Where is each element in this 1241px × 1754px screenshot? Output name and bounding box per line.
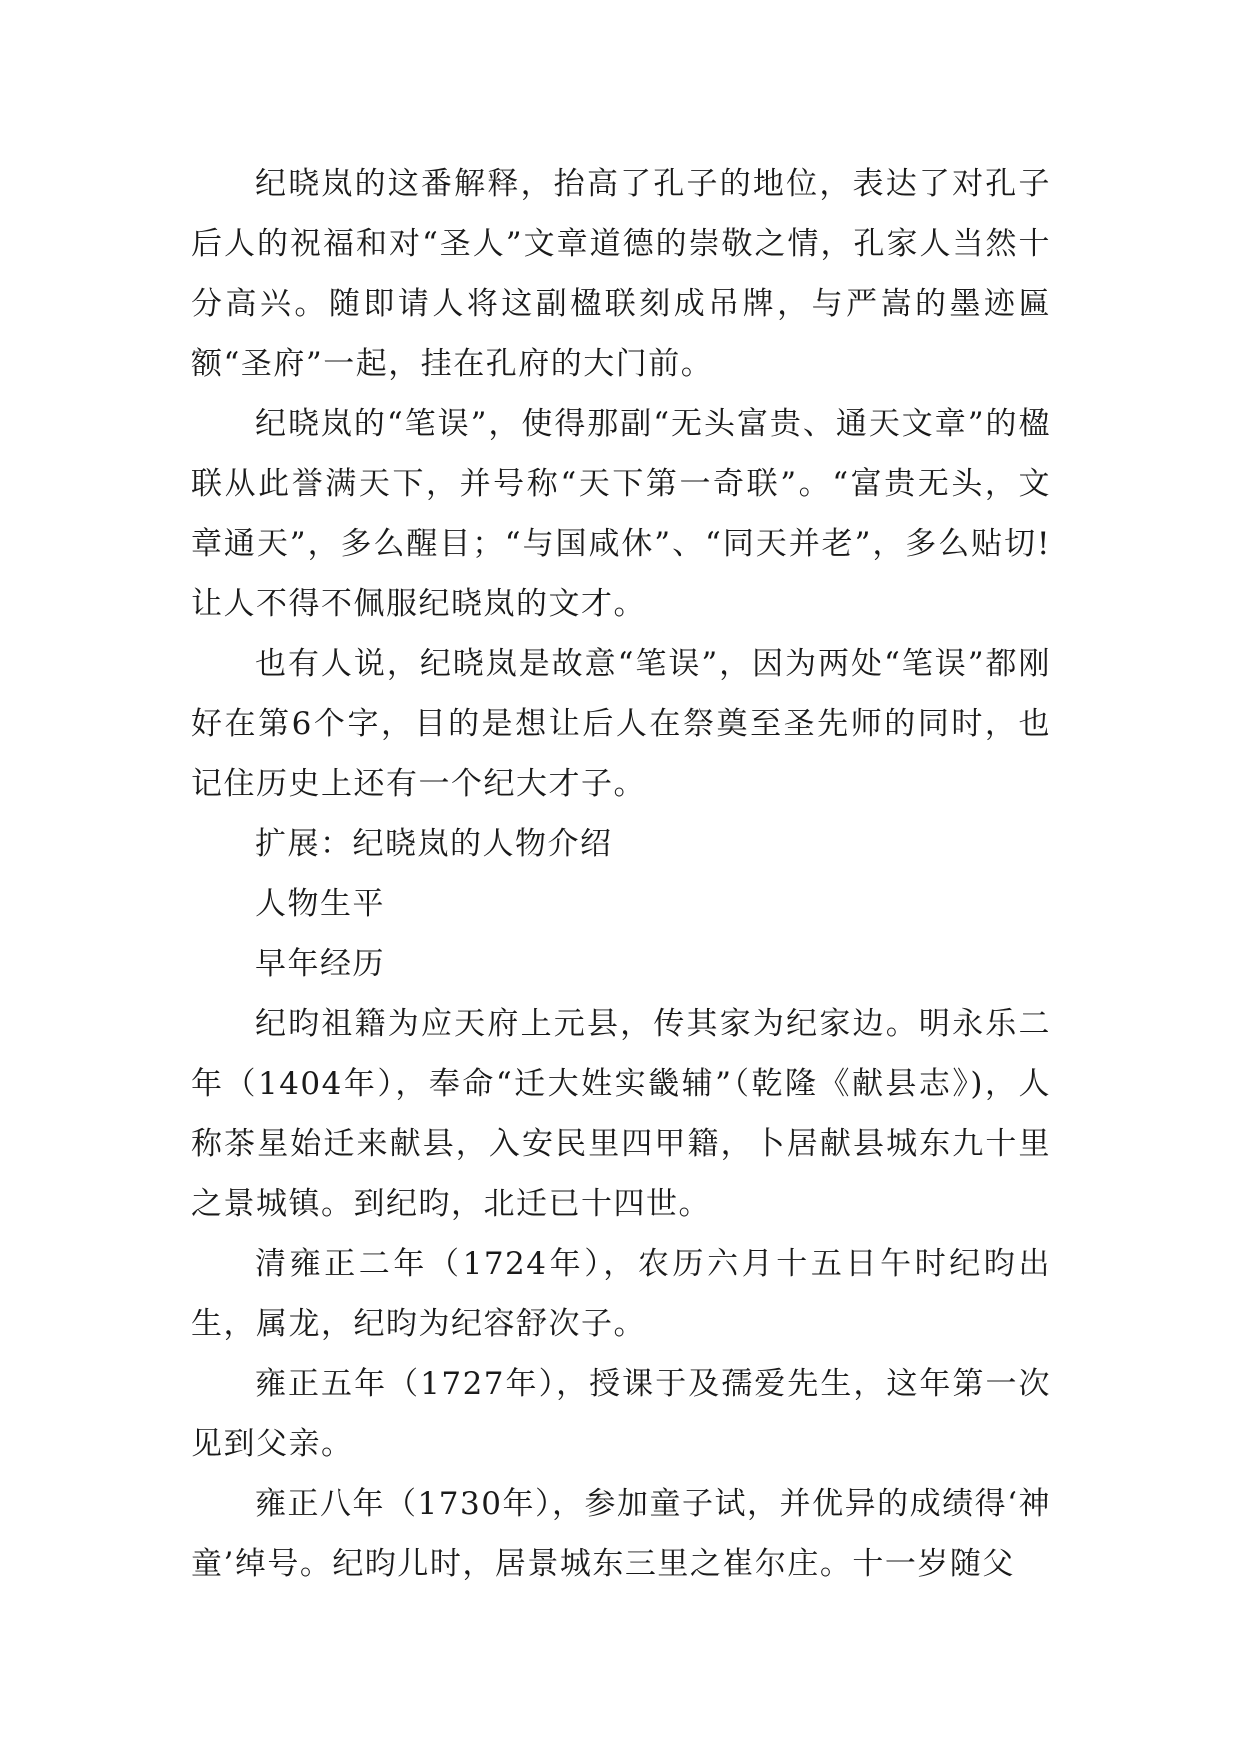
paragraph-birth: 清雍正二年（1724年），农历六月十五日午时纪昀出生，属龙，纪昀为纪容舒次子。 — [191, 1246, 1051, 1342]
paragraph-child-prodigy: 雍正八年（1730年），参加童子试，并优异的成绩得‘神童’绰号。纪昀儿时，居景城东三里之崔尔庄。十一岁随父 — [191, 1486, 1051, 1582]
paragraph-clerical-error: 纪晓岚的“笔误”，使得那副“无头富贵、通天文章”的楹联从此誉满天下，并号称“天下第一奇联”。“富贵无头，文章通天”，多么醒目；“与国咸休”、“同天并老”，多么贴切!让人不得不佩服纪晓岚的文才。 — [191, 406, 1051, 622]
paragraph-deliberate-error: 也有人说，纪晓岚是故意“笔误”，因为两处“笔误”都刚好在第6个字，目的是想让后人在祭奠至圣先师的同时，也记住历史上还有一个纪大才子。 — [191, 646, 1051, 802]
heading-life: 人物生平 — [255, 886, 385, 922]
paragraph-schooling: 雍正五年（1727年），授课于及孺爱先生，这年第一次见到父亲。 — [191, 1366, 1051, 1462]
heading-extension: 扩展：纪晓岚的人物介绍 — [255, 826, 613, 862]
paragraph-ancestry: 纪昀祖籍为应天府上元县，传其家为纪家边。明永乐二年（1404年），奉命“迁大姓实畿辅”（乾隆《献县志》)，人称茶星始迁来献县，入安民里四甲籍，卜居献县城东九十里之景城镇。到纪昀，北迁已十四世。 — [191, 1006, 1051, 1222]
document-body — [191, 154, 1051, 1594]
paragraph-intro-explanation: 纪晓岚的这番解释，抬高了孔子的地位，表达了对孔子后人的祝福和对“圣人”文章道德的崇敬之情，孔家人当然十分高兴。随即请人将这副楹联刻成吊牌，与严嵩的墨迹匾额“圣府”一起，挂在孔府的大门前。 — [191, 166, 1051, 382]
heading-early-years: 早年经历 — [255, 946, 385, 982]
